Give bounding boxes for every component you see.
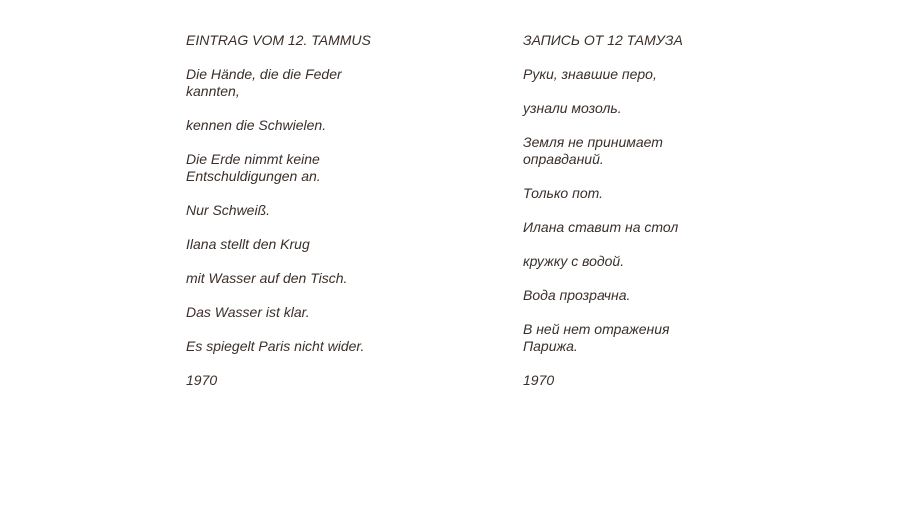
russian-year: 1970 [523,372,555,388]
german-stanza: mit Wasser auf den Tisch. [186,270,348,286]
russian-stanza: Руки, знавшие перо, [523,66,657,82]
russian-stanza: Земля не принимает оправданий. [523,134,663,167]
german-stanza: Die Erde nimmt keine Entschuldigungen an. [186,151,321,184]
german-year: 1970 [186,372,218,388]
russian-text-column [523,32,763,389]
german-title: EINTRAG VOM 12. TAMMUS [186,32,371,48]
russian-stanza: Вода прозрачна. [523,287,631,303]
russian-stanza: кружку с водой. [523,253,625,269]
german-text-column [186,32,426,389]
russian-stanza: Только пот. [523,185,603,201]
german-stanza: kennen die Schwielen. [186,117,327,133]
russian-stanza: узнали мозоль. [523,100,622,116]
russian-stanza: Илана ставит на стол [523,219,679,235]
german-stanza: Es spiegelt Paris nicht wider. [186,338,365,354]
german-stanza: Das Wasser ist klar. [186,304,310,320]
russian-stanza: В ней нет отражения Парижа. [523,321,670,354]
german-stanza: Die Hände, die die Feder kannten, [186,66,342,99]
russian-title: ЗАПИСЬ ОТ 12 ТАМУЗА [523,32,683,48]
german-stanza: Nur Schweiß. [186,202,271,218]
german-stanza: Ilana stellt den Krug [186,236,310,252]
